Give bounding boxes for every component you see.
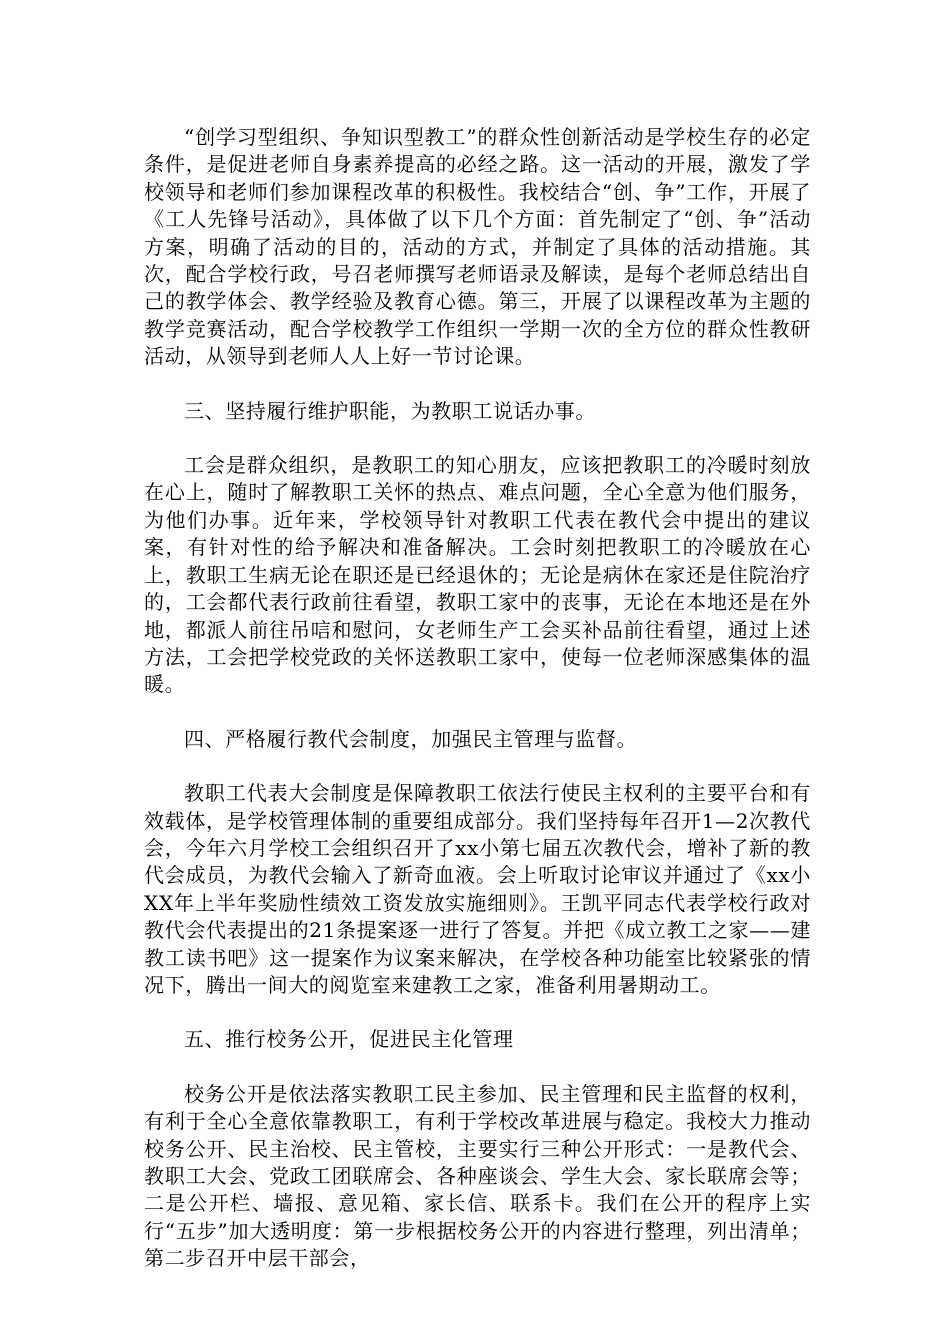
section-heading-4: 四、严格履行教代会制度，加强民主管理与监督。 [184,726,638,751]
paragraph-union-care: 工会是群众组织，是教职工的知心朋友，应该把教职工的冷暖时刻放在心上，随时了解教职工关怀的热点、难点问题，全心全意为他们服务，为他们办事。近年来，学校领导针对教职工代表在教代会中提出的建议案，有针对性的给予解决和准备解决。工会时刻把教职工的冷暖放在心上，教职工生病无论在职还是已经退休的；无论是病休在家还是住院治疗的，工会都代表行政前往看望，教职工家中的丧事，无论在本地还是在外地，都派人前往吊唁和慰问，女老师生产工会买补品前往看望，通过上述方法，工会把学校党政的关怀送教职工家中，使每一位老师深感集体的温暖。 [144,453,811,697]
document-page [144,124,811,1273]
paragraph-chuang-zheng-activity: “创学习型组织、争知识型教工”的群众性创新活动是学校生存的必定条件，是促进老师自身素养提高的必经之路。这一活动的开展，激发了学校领导和老师们参加课程改革的积极性。我校结合“创、争”工作，开展了《工人先锋号活动》，具体做了以下几个方面：首先制定了“创、争”活动方案，明确了活动的目的，活动的方式，并制定了具体的活动措施。其次，配合学校行政，号召老师撰写老师语录及解读，是每个老师总结出自己的教学体会、教学经验及教育心德。第三，开展了以课程改革为主题的教学竞赛活动，配合学校教学工作组织一学期一次的全方位的群众性教研活动，从领导到老师人人上好一节讨论课。 [144,125,811,369]
paragraph-school-affairs-openness: 校务公开是依法落实教职工民主参加、民主管理和民主监督的权利，有利于全心全意依靠教职工，有利于学校改革进展与稳定。我校大力推动校务公开、民主治校、民主管校，主要实行三种公开形式：一是教代会、教职工大会、党政工团联席会、各种座谈会、学生大会、家长联席会等；二是公开栏、墙报、意见箱、家长信、联系卡。我们在公开的程序上实行“五步”加大透明度：第一步根据校务公开的内容进行整理，列出清单；第二步召开中层干部会， [144,1081,811,1271]
paragraph-staff-congress: 教职工代表大会制度是保障教职工依法行使民主权利的主要平台和有效载体，是学校管理体制的重要组成部分。我们坚持每年召开1—2次教代会，今年六月学校工会组织召开了xx小第七届五次教代会，增补了新的教代会成员，为教代会输入了新奇血液。会上听取讨论审议并通过了《xx小XX年上半年奖励性绩效工资发放实施细则》。王凯平同志代表学校行政对教代会代表提出的21条提案逐一进行了答复。并把《成立教工之家——建教工读书吧》这一提案作为议案来解决，在学校各种功能室比较紧张的情况下，腾出一间大的阅览室来建教工之家，准备利用暑期动工。 [144,781,811,997]
section-heading-5: 五、推行校务公开，促进民主化管理 [184,1027,514,1052]
section-heading-3: 三、坚持履行维护职能，为教职工说话办事。 [184,398,596,423]
